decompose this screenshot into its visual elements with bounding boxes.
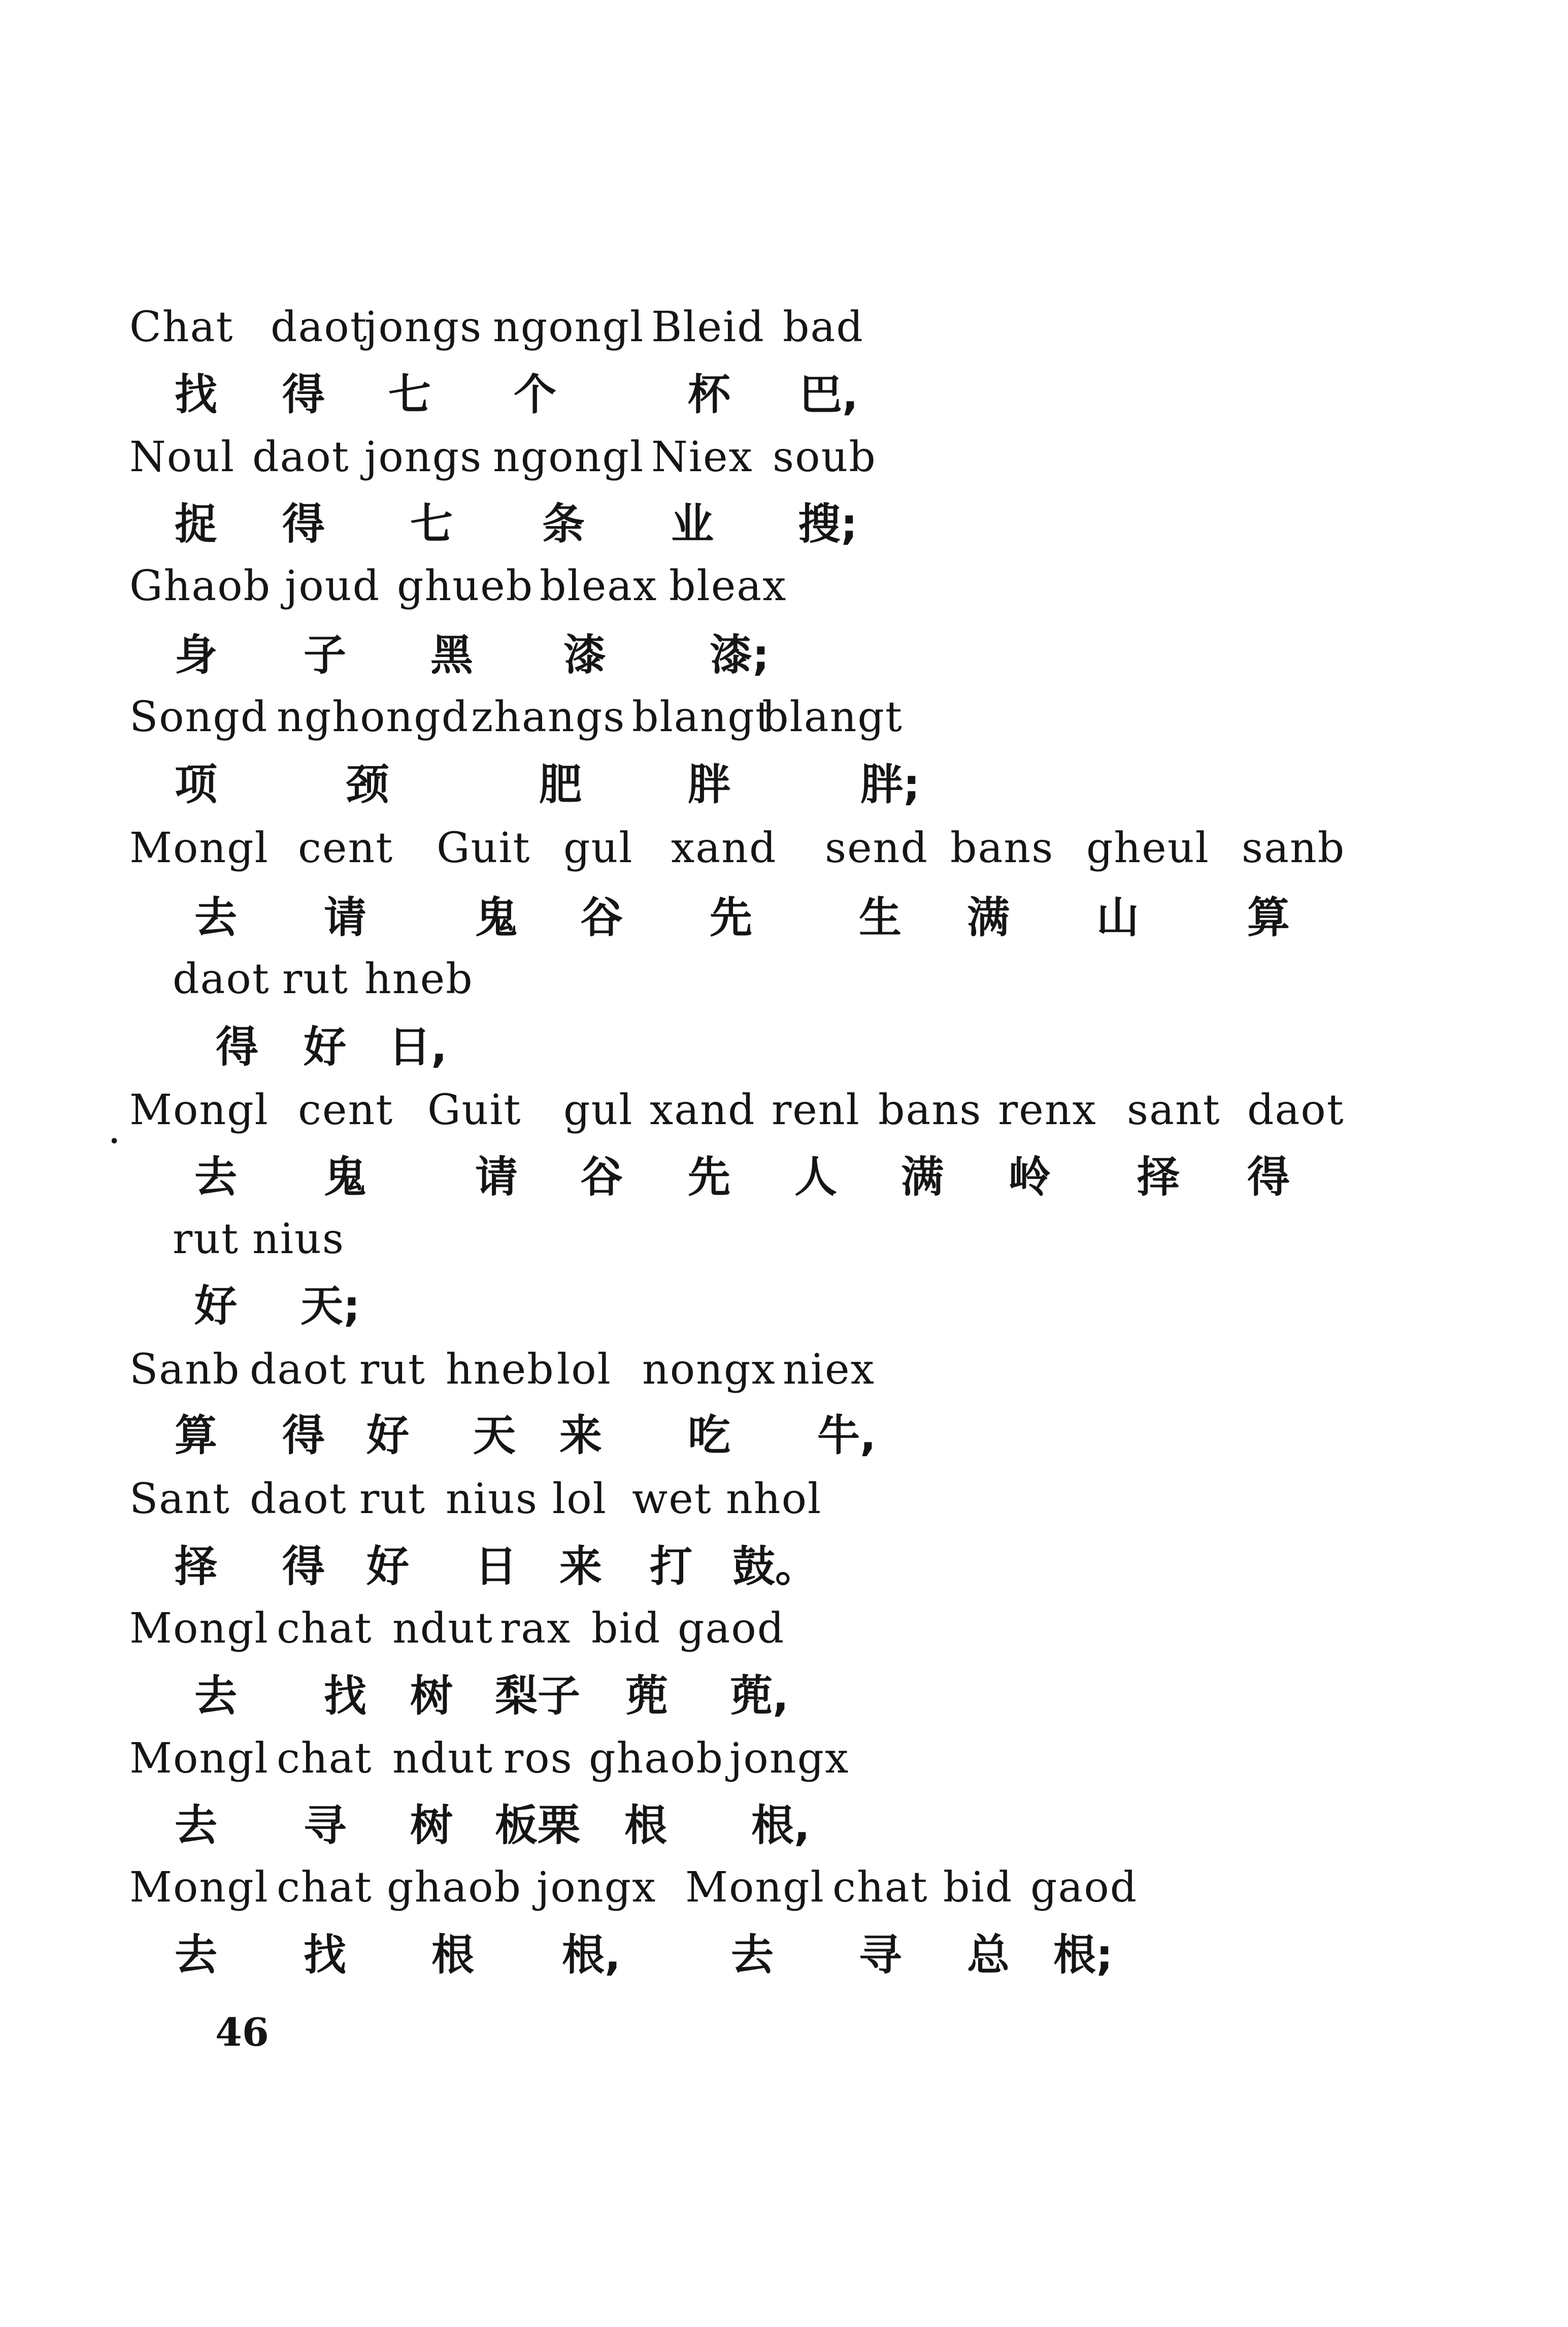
miao-word: Sant [129,1475,230,1523]
miao-word: blangt [762,693,903,741]
miao-word: wet [632,1475,712,1523]
miao-word: xand [650,1086,756,1134]
miao-word: chat [277,1863,373,1912]
miao-word: Sanb [129,1346,241,1394]
chinese-word: 搜; [798,499,858,549]
chinese-word: 找 [175,370,218,419]
miao-word: Mongl [129,1863,269,1912]
chinese-word: 谷 [580,1152,623,1202]
miao-word: gaod [1030,1863,1138,1912]
miao-word: lol [557,1346,612,1394]
chinese-word: 找 [324,1671,367,1721]
miao-word: Chat [129,303,234,351]
chinese-word: 吃 [688,1411,731,1460]
miao-word: send [825,824,928,872]
miao-word: Guit [427,1086,522,1134]
chinese-word: 鬼 [475,893,518,942]
chinese-word: 胖 [688,760,731,809]
chinese-word: 七 [388,370,431,419]
chinese-word: 条 [542,499,585,549]
miao-word: nius [446,1475,538,1523]
miao-word: soub [773,433,877,481]
chinese-word: 根; [1053,1930,1113,1980]
miao-word: gul [563,1086,633,1134]
chinese-word: 鬼 [324,1152,367,1202]
miao-word: Songd [129,693,269,741]
miao-word: daot [271,303,368,351]
chinese-word: 去 [175,1800,218,1850]
miao-word: ngongl [493,303,645,351]
chinese-word: 得 [282,1542,325,1591]
miao-word: jongx [537,1863,657,1912]
miao-word: cent [298,1086,394,1134]
chinese-word: 打 [650,1542,693,1591]
miao-word: daot [252,433,350,481]
chinese-word: 得 [216,1022,259,1072]
chinese-word: 鼓。 [732,1542,818,1591]
miao-word: Mongl [129,1734,269,1783]
miao-word: lol [552,1475,607,1523]
chinese-word: 山 [1096,893,1140,942]
chinese-word: 先 [710,893,753,942]
miao-word: chat [277,1604,373,1653]
chinese-word: 得 [282,370,325,419]
chinese-word: 牛, [817,1411,876,1460]
miao-word: jongs [364,433,483,481]
miao-word: ghueb [397,562,534,610]
chinese-word: 蔸 [625,1671,669,1721]
miao-word: jongs [364,303,483,351]
miao-word: Mongl [685,1863,825,1912]
chinese-word: 天; [301,1281,360,1331]
miao-word: gaod [678,1604,785,1653]
miao-word: hneb [364,955,474,1003]
chinese-word: 漆 [563,630,607,680]
miao-word: ndut [392,1604,494,1653]
chinese-word: 得 [282,499,325,549]
chinese-word: 漆; [710,630,770,680]
chinese-word: 根 [624,1800,668,1850]
chinese-word: 人 [794,1152,838,1202]
chinese-word: 来 [559,1542,603,1591]
miao-word: nius [252,1215,345,1263]
chinese-word: 满 [967,893,1010,942]
miao-word: rut [359,1475,426,1523]
chinese-word: 谷 [580,893,623,942]
miao-word: Mongl [129,1604,269,1653]
miao-word: sanb [1242,824,1346,872]
miao-word: cent [298,824,394,872]
miao-word: bans [878,1086,982,1134]
miao-word: daot [1247,1086,1345,1134]
miao-word: hneb [446,1346,555,1394]
chinese-word: 日, [388,1022,447,1072]
chinese-word: 去 [194,1671,238,1721]
miao-word: rut [359,1346,426,1394]
miao-word: daot [173,955,270,1003]
chinese-word: 蔸, [730,1671,789,1721]
miao-word: blangt [632,693,773,741]
miao-word: gheul [1086,824,1210,872]
miao-word: ngongl [493,433,645,481]
miao-word: Ghaob [129,562,272,610]
miao-word: ghaob [387,1863,522,1912]
page-number: 46 [215,2010,269,2055]
chinese-word: 胖; [860,760,920,809]
chinese-word: 肥 [539,760,582,809]
miao-word: daot [250,1346,347,1394]
chinese-word: 择 [175,1542,218,1591]
miao-word: Niex [651,433,753,481]
miao-word: bleax [669,562,787,610]
chinese-word: 生 [859,893,902,942]
chinese-word: 树 [410,1671,453,1721]
miao-word: Noul [129,433,236,481]
chinese-word: 择 [1137,1152,1180,1202]
chinese-word: 日 [475,1542,518,1591]
chinese-word: 项 [175,760,218,809]
leading-dot-mark: . [108,1105,121,1153]
chinese-word: 颈 [346,760,389,809]
miao-word: chat [832,1863,928,1912]
chinese-word: 好 [366,1411,410,1460]
chinese-word: 树 [410,1800,453,1850]
miao-word: Mongl [129,1086,269,1134]
miao-word: rut [282,955,349,1003]
miao-word: nghongd [277,693,470,741]
chinese-word: 梨子 [495,1671,581,1721]
miao-word: rut [173,1215,239,1263]
chinese-word: 黑 [430,630,474,680]
chinese-word: 来 [559,1411,603,1460]
miao-word: ghaob [589,1734,724,1783]
miao-word: daot [250,1475,347,1523]
miao-word: gul [563,824,633,872]
miao-word: bans [950,824,1054,872]
miao-word: Mongl [129,824,269,872]
miao-word: renl [772,1086,860,1134]
chinese-word: 去 [194,893,238,942]
chinese-word: 找 [304,1930,347,1980]
chinese-word: 算 [175,1411,218,1460]
chinese-word: 满 [901,1152,944,1202]
chinese-word: 去 [175,1930,218,1980]
chinese-word: 根, [562,1930,621,1980]
miao-word: Bleid [651,303,765,351]
miao-word: bleax [540,562,658,610]
miao-word: renx [998,1086,1097,1134]
miao-word: nhol [726,1475,822,1523]
miao-word: ros [504,1734,573,1783]
chinese-word: 根, [751,1800,810,1850]
chinese-word: 先 [688,1152,731,1202]
chinese-word: 身 [175,630,218,680]
chinese-word: 寻 [859,1930,902,1980]
miao-word: zhangs [471,693,626,741]
chinese-word: 得 [1247,1152,1290,1202]
miao-word: Guit [437,824,531,872]
chinese-word: 板栗 [495,1800,581,1850]
chinese-word: 寻 [304,1800,347,1850]
chinese-word: 七 [410,499,453,549]
chinese-word: 去 [731,1930,774,1980]
chinese-word: 巴, [799,370,858,419]
chinese-word: 子 [304,630,347,680]
chinese-word: 杯 [688,370,731,419]
chinese-word: 好 [304,1022,347,1072]
miao-word: bid [591,1604,661,1653]
chinese-word: 总 [967,1930,1010,1980]
chinese-word: 去 [194,1152,238,1202]
miao-word: niex [783,1346,875,1394]
miao-word: chat [277,1734,373,1783]
chinese-word: 好 [194,1281,238,1331]
chinese-word: 根 [431,1930,475,1980]
chinese-word: 请 [324,893,367,942]
miao-word: rax [500,1604,572,1653]
chinese-word: 岭 [1008,1152,1051,1202]
miao-word: xand [671,824,777,872]
miao-word: bid [943,1863,1013,1912]
chinese-word: 请 [475,1152,518,1202]
chinese-word: 算 [1247,893,1290,942]
miao-word: nongx [642,1346,776,1394]
chinese-word: 业 [671,499,714,549]
miao-word: joud [285,562,381,610]
miao-word: ndut [392,1734,494,1783]
chinese-word: 得 [282,1411,325,1460]
chinese-word: 天 [473,1411,516,1460]
chinese-word: 捉 [175,499,218,549]
miao-word: jongx [729,1734,850,1783]
miao-word: bad [783,303,864,351]
chinese-word: 个 [514,370,557,419]
miao-word: sant [1127,1086,1221,1134]
chinese-word: 好 [366,1542,410,1591]
